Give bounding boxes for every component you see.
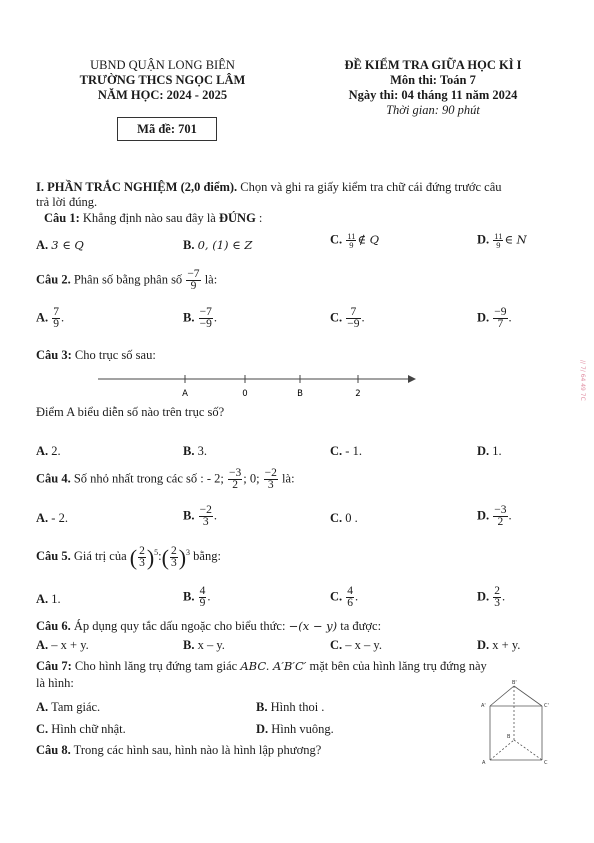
q7-option-a: A. Tam giác. [36,700,101,714]
exam-duration: Thời gian: 90 phút [386,103,480,117]
svg-text:C': C' [544,703,549,709]
section-heading: I. PHẦN TRẮC NGHIỆM (2,0 điểm). Chọn và ghi ra giấy kiểm tra chữ cái đứng trước câu [36,180,502,194]
q7-line2: là hình: [36,676,74,690]
q3-option-b: B. 3. [183,444,207,458]
question-1: Câu 1: Khẳng định nào sau đây là ĐÚNG : [44,211,263,225]
q2-option-b: B. $\frac{-7}{-9}$ . [183,306,217,330]
school-name: TRƯỜNG THCS NGỌC LÂM [79,73,246,87]
q1-option-c: C. $\frac{11}{9}$ ∉ Q [330,231,380,250]
q6-option-a: A. – x + y. [36,638,89,652]
question-6: Câu 6. Áp dụng quy tắc dấu ngoặc cho biểu thức: −(x − y) ta được: [36,619,382,633]
q5-option-b: B. $\frac{4}{9}$ . [183,585,211,609]
header-right [318,58,548,118]
q1-option-a: A. 3 ∈ Q [36,238,84,252]
q7-option-d: D. Hình vuông. [256,722,334,736]
svg-text:B': B' [512,680,517,686]
section-intro-cont: trả lời đúng. [36,195,98,209]
q2-option-c: C. $\frac{7}{-9}$ . [330,306,365,330]
q1-option-d: D. $\frac{11}{9}$ ∈ N [477,231,527,250]
question-2: Câu 2. Phân số bằng phân số $\frac{-7}{9}$ là: [36,268,218,292]
exam-date: Ngày thi: 04 tháng 11 năm 2024 [348,88,518,102]
q6-option-d: D. x + y. [477,638,521,652]
q6-option-b: B. x – y. [183,638,225,652]
header-left [60,58,265,103]
q5-option-d: D. $\frac{2}{3}$ . [477,585,506,609]
q4-option-a: A. - 2. [36,511,68,525]
q1-option-b: B. 0, (1) ∈ Z [183,238,253,252]
q7-option-b: B. Hình thoi . [256,700,325,714]
school-year: NĂM HỌC: 2024 - 2025 [97,88,228,102]
question-3: Câu 3: Cho trục số sau: [36,348,156,362]
label-b: B [297,389,303,399]
question-7: Câu 7: Cho hình lăng trụ đứng tam giác ABC. A′B′C′ mặt bên của hình lăng trụ đứng này [36,659,487,673]
question-5: Câu 5. Giá trị của ( $\frac{2}{3}$ )$^5$:( $\frac{2}{3}$ )$^3$ bằng: [36,544,221,570]
q4-option-d: D. $\frac{-3}{2}$ . [477,504,512,528]
exam-code-box: Mã đề: 701 [117,117,217,141]
q3-prompt: Điểm A biểu diễn số nào trên trục số? [36,405,225,419]
q7-option-c: C. Hình chữ nhật. [36,722,126,736]
q4-option-c: C. 0 . [330,511,358,525]
q5-option-a: A. 1. [36,592,61,606]
q5-option-c: C. $\frac{4}{6}$ . [330,585,359,609]
label-0: 0 [242,389,248,399]
q2-option-a: A. $\frac{7}{9}$ . [36,306,65,330]
exam-title: ĐỀ KIỂM TRA GIỮA HỌC KÌ I [344,58,522,72]
question-4: Câu 4. Số nhỏ nhất trong các số : - 2; $\frac{-3}{2}$ ; 0; $\frac{-2}{3}$ là: [36,467,295,491]
svg-text:C: C [544,760,548,766]
q3-option-c: C. - 1. [330,444,362,458]
svg-text:A: A [482,760,486,766]
label-a: A [182,389,188,399]
prism-figure [476,676,566,768]
svg-text:B: B [507,734,511,740]
q4-option-b: B. $\frac{-2}{3}$ . [183,504,217,528]
q3-option-a: A. 2. [36,444,61,458]
question-8: Câu 8. Trong các hình sau, hình nào là hình lập phương? [36,743,322,757]
subject: Môn thi: Toán 7 [390,73,476,87]
q2-option-d: D. $\frac{-9}{7}$ . [477,306,512,330]
q3-option-d: D. 1. [477,444,502,458]
q6-option-c: C. – x – y. [330,638,382,652]
svg-text:A': A' [481,703,486,709]
margin-note: // 7/ 64 49 7C [579,360,586,401]
district-name: UBND QUẬN LONG BIÊN [90,58,235,72]
number-line [90,370,420,404]
axis-arrow [408,375,416,383]
label-2: 2 [355,389,361,399]
